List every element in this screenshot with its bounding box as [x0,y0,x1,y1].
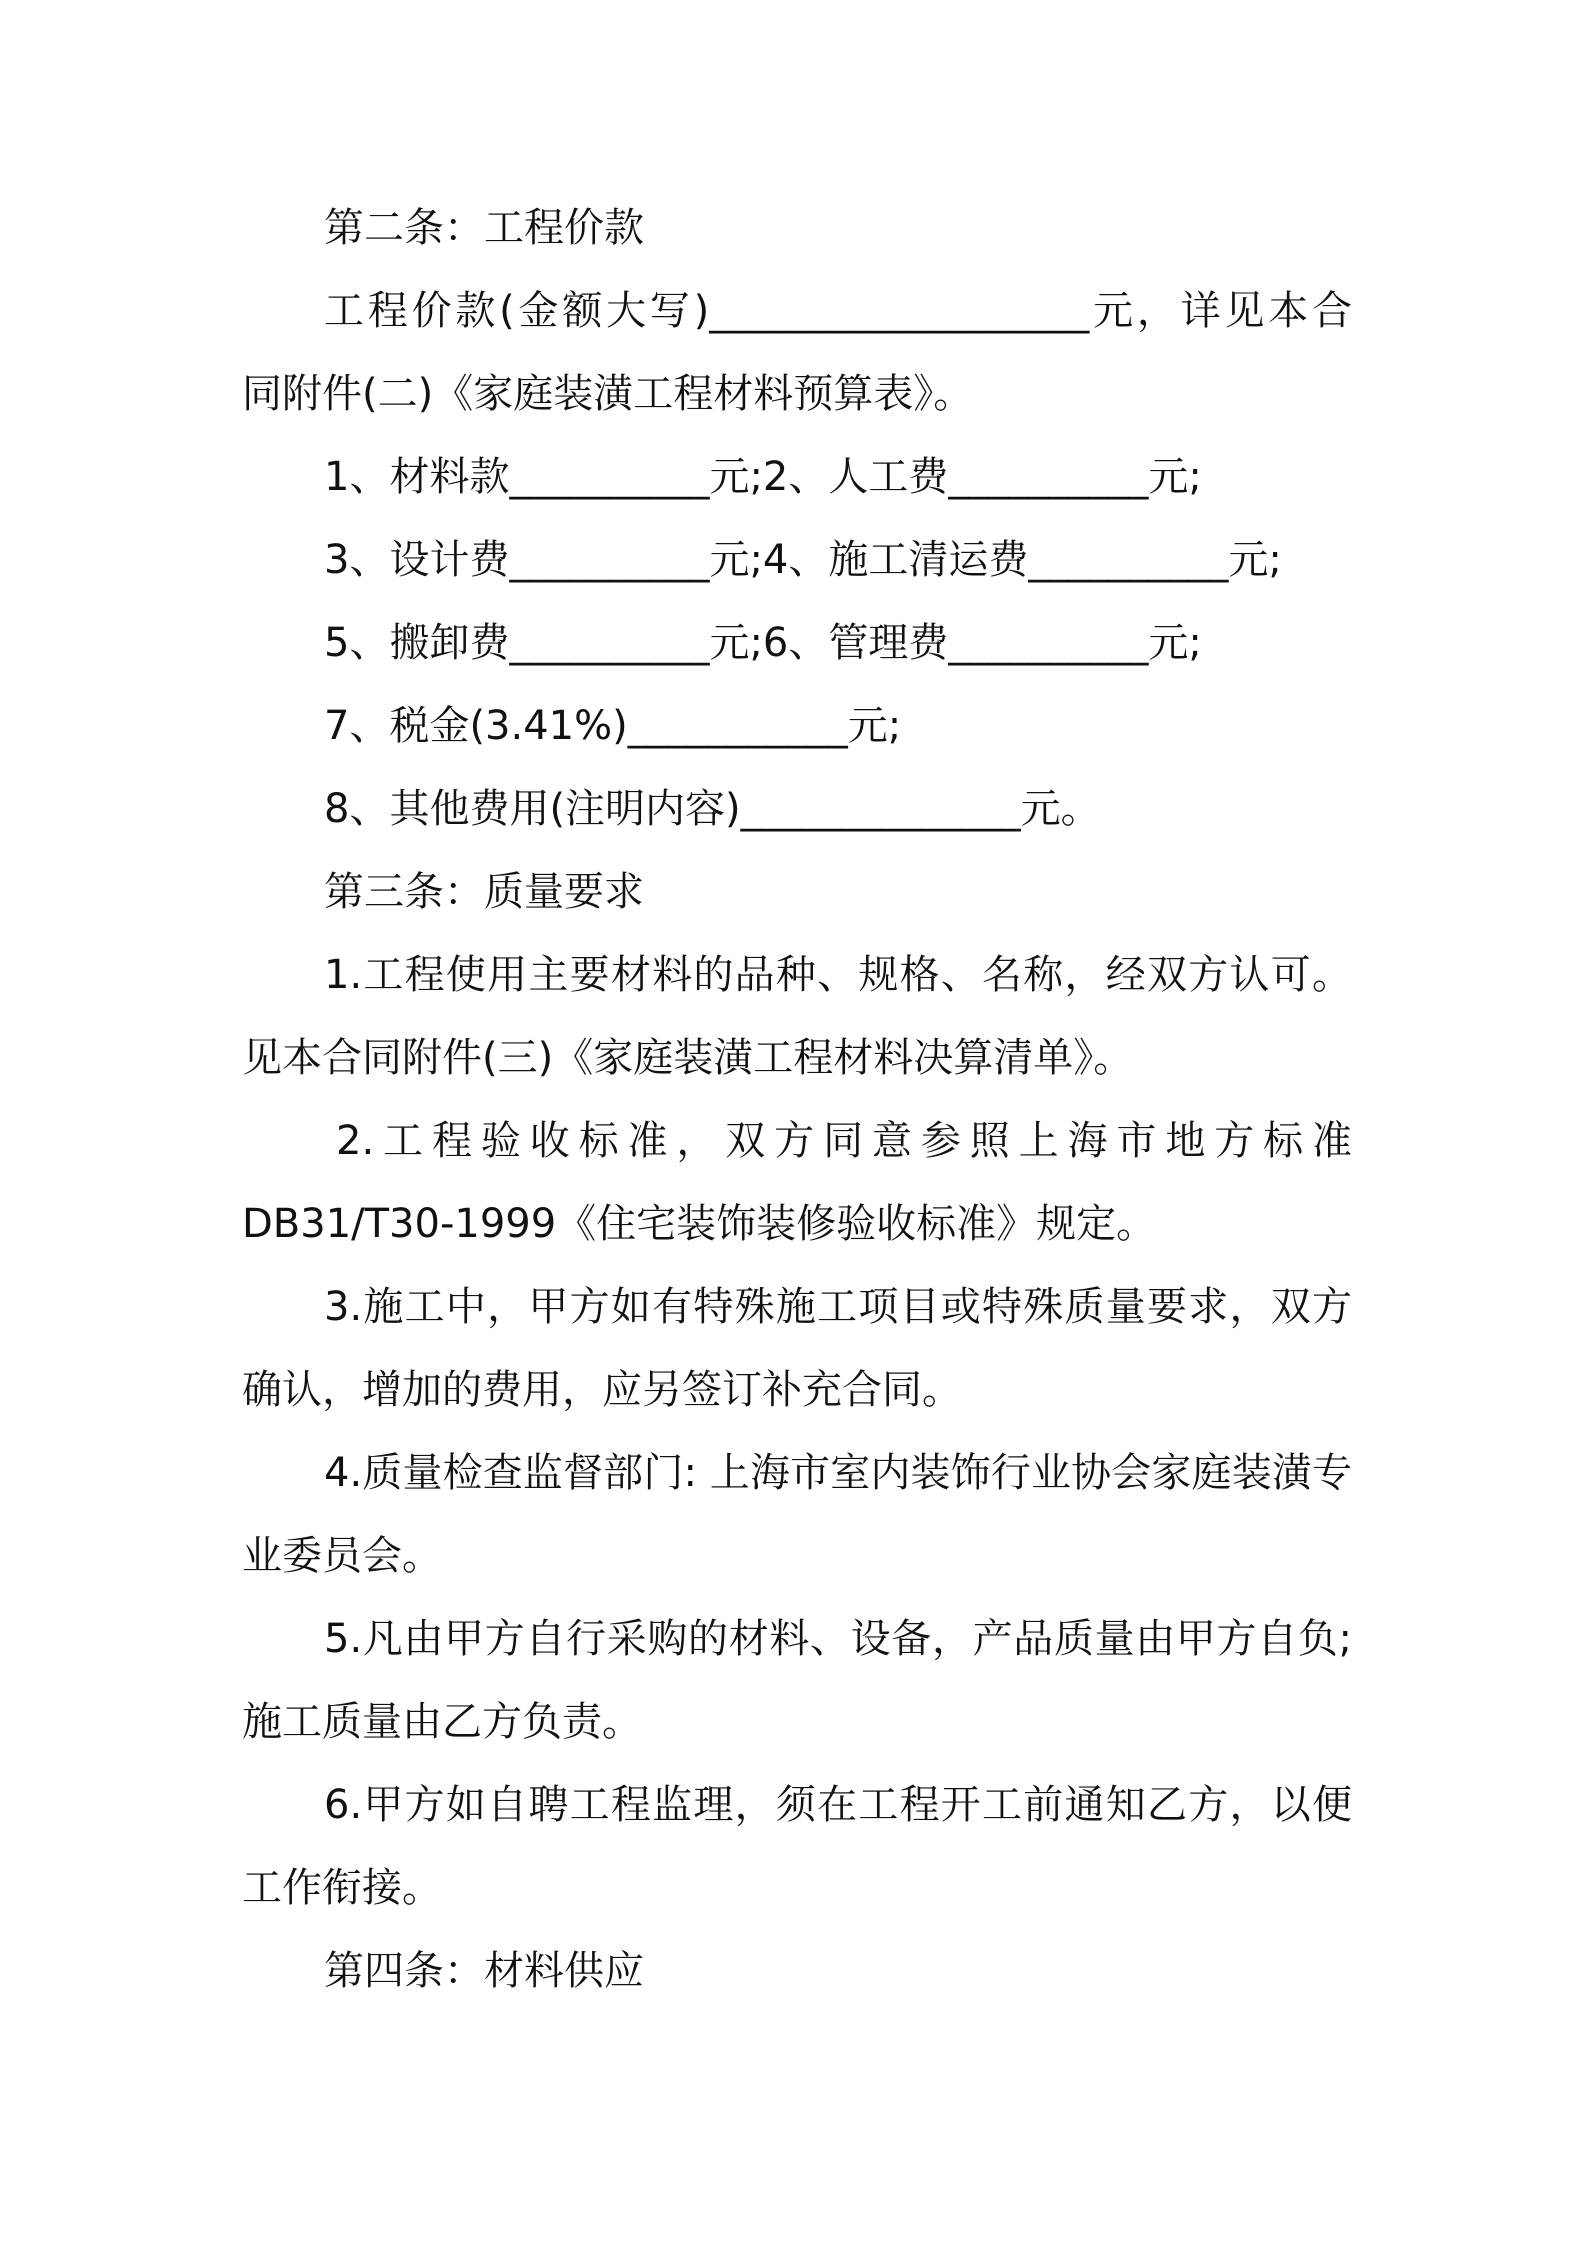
quality-item-4-cont: 业委员会。 [242,1533,442,1579]
quality-item-1: 1.工程使用主要材料的品种、规格、名称，经双方认可。 [324,952,1352,998]
quality-item-3: 3.施工中，甲方如有特殊施工项目或特殊质量要求，双方 [324,1284,1352,1330]
quality-item-5-cont: 施工质量由乙方负责。 [242,1699,642,1745]
quality-item-2: 2.工程验收标准，双方同意参照上海市地方标准 [336,1118,1352,1164]
article-4-heading: 第四条：材料供应 [324,1948,644,1994]
quality-item-6: 6.甲方如自聘工程监理，须在工程开工前通知乙方，以便 [324,1782,1352,1828]
project-price-line: 工程价款(金额大写)___________________元，详见本合 [324,288,1352,334]
fee-line-8: 8、其他费用(注明内容)______________元。 [324,786,1101,832]
quality-item-5: 5.凡由甲方自行采购的材料、设备，产品质量由甲方自负; [324,1616,1352,1662]
quality-item-1-cont: 见本合同附件(三)《家庭装潢工程材料决算清单》。 [242,1035,1134,1081]
document-page [242,0,1352,2244]
project-price-line-cont: 同附件(二)《家庭装潢工程材料预算表》。 [242,371,974,417]
quality-item-4: 4.质量检查监督部门: 上海市室内装饰行业协会家庭装潢专 [324,1450,1352,1496]
fee-line-7: 7、税金(3.41%)___________元; [324,703,902,749]
fee-line-3-4: 3、设计费__________元;4、施工清运费__________元; [324,537,1282,583]
quality-item-3-cont: 确认，增加的费用，应另签订补充合同。 [242,1367,962,1413]
article-2-heading: 第二条：工程价款 [324,205,644,251]
fee-line-1-2: 1、材料款__________元;2、人工费__________元; [324,454,1202,500]
quality-item-2-cont: DB31/T30-1999《住宅装饰装修验收标准》规定。 [242,1201,1157,1247]
quality-item-6-cont: 工作衔接。 [242,1865,442,1911]
fee-line-5-6: 5、搬卸费__________元;6、管理费__________元; [324,620,1202,666]
article-3-heading: 第三条：质量要求 [324,869,644,915]
